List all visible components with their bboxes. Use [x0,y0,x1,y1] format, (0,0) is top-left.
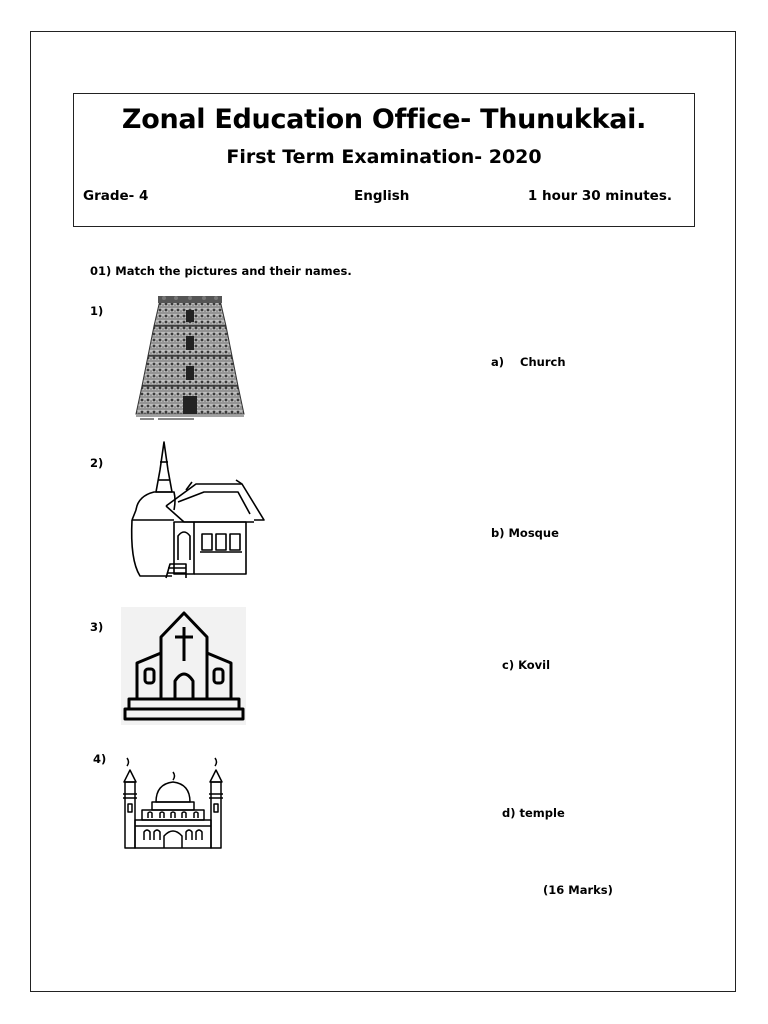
option-a: a) Church [491,355,566,369]
mosque-icon [120,752,226,852]
item-number-4: 4) [93,752,107,766]
option-c: c) Kovil [502,658,551,672]
duration-label: 1 hour 30 minutes. [527,188,672,204]
item-number-2: 2) [90,456,104,470]
kovil-gopuram-icon [134,296,246,422]
item-number-3: 3) [90,620,104,634]
page-title: Zonal Education Office- Thunukkai. [121,104,647,135]
option-d: d) temple [502,806,565,820]
question-text: 01) Match the pictures and their names. [90,264,352,278]
exam-subtitle: First Term Examination- 2020 [226,146,542,168]
temple-icon [126,440,266,580]
exam-header [73,93,695,227]
grade-label: Grade- 4 [83,188,149,204]
subject-label: English [354,188,410,204]
church-icon [121,607,246,725]
marks-label: (16 Marks) [543,883,613,897]
option-b: b) Mosque [491,526,559,540]
item-number-1: 1) [90,304,104,318]
